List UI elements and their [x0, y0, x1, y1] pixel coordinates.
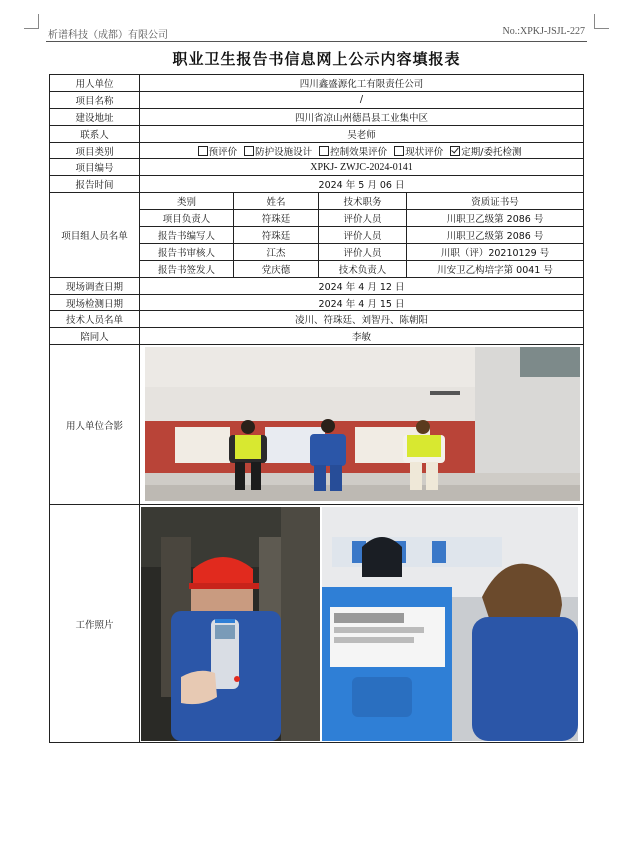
team-role: 报告书编写人	[140, 227, 234, 244]
work-photo-label: 工作照片	[50, 505, 140, 743]
team-header-certificate: 资质证书号	[407, 193, 584, 210]
employer-value: 四川鑫盛源化工有限责任公司	[140, 75, 584, 92]
project-number-value: XPKJ- ZWJC-2024-0141	[140, 159, 584, 176]
group-photo-cell	[140, 345, 584, 505]
row-group-photo	[50, 345, 584, 505]
team-header-title: 技术职务	[319, 193, 407, 210]
team-name: 江杰	[234, 243, 319, 260]
tech-staff-label: 技术人员名单	[50, 311, 140, 328]
team-title: 评价人员	[319, 227, 407, 244]
detect-date-value: 2024 年 4 月 15 日	[140, 294, 584, 311]
detect-date-label: 现场检测日期	[50, 294, 140, 311]
row-address	[50, 108, 584, 125]
row-survey-date	[50, 277, 584, 294]
work-photo-noise-meter	[141, 507, 320, 741]
category-option-periodic-detection: 定期/委托检测	[450, 147, 521, 158]
crop-mark-top-left	[24, 14, 39, 29]
disclosure-form-table	[49, 74, 584, 743]
project-name-value: /	[140, 91, 584, 108]
address-label: 建设地址	[50, 108, 140, 125]
page-title: 职业卫生报告书信息网上公示内容填报表	[172, 50, 461, 68]
team-title: 技术负责人	[319, 260, 407, 277]
survey-date-label: 现场调查日期	[50, 277, 140, 294]
escort-value: 李敏	[140, 328, 584, 345]
category-options	[140, 142, 584, 159]
row-escort	[50, 328, 584, 345]
row-report-date	[50, 176, 584, 193]
row-category	[50, 142, 584, 159]
row-detect-date	[50, 294, 584, 311]
header-divider	[46, 41, 587, 42]
team-name: 符珠廷	[234, 210, 319, 227]
team-title: 评价人员	[319, 243, 407, 260]
category-label: 项目类别	[50, 142, 140, 159]
work-photo-cell	[140, 505, 584, 743]
crop-mark-top-right	[594, 14, 609, 29]
row-employer	[50, 75, 584, 92]
team-header-row	[50, 193, 584, 210]
contact-label: 联系人	[50, 125, 140, 142]
checkbox-pre-eval	[198, 146, 208, 156]
category-option-control-effect: 控制效果评价	[319, 147, 387, 158]
address-value: 四川省凉山州德昌县工业集中区	[140, 108, 584, 125]
team-certificate: 川职（评）20210129 号	[407, 243, 584, 260]
group-photo-label: 用人单位合影	[50, 345, 140, 505]
team-role: 项目负责人	[140, 210, 234, 227]
survey-date-value: 2024 年 4 月 12 日	[140, 277, 584, 294]
category-option-protection-design: 防护设施设计	[244, 147, 312, 158]
row-contact	[50, 125, 584, 142]
team-certificate: 川职卫乙级第 2086 号	[407, 210, 584, 227]
row-project-name	[50, 91, 584, 108]
team-label: 项目组人员名单	[50, 193, 140, 277]
row-project-number	[50, 159, 584, 176]
row-tech-staff	[50, 311, 584, 328]
report-date-label: 报告时间	[50, 176, 140, 193]
report-date-value: 2024 年 5 月 06 日	[140, 176, 584, 193]
team-name: 党庆德	[234, 260, 319, 277]
category-option-status-eval: 现状评价	[394, 147, 443, 158]
contact-value: 吴老师	[140, 125, 584, 142]
header-doc-number: No.:XPKJ-JSJL-227	[502, 26, 585, 37]
team-name: 符珠廷	[234, 227, 319, 244]
category-option-pre-eval: 预评价	[198, 147, 238, 158]
checkbox-periodic-detection-checked	[450, 146, 460, 156]
team-header-category: 类别	[140, 193, 234, 210]
employer-label: 用人单位	[50, 75, 140, 92]
team-role: 报告书签发人	[140, 260, 234, 277]
checkbox-status-eval	[394, 146, 404, 156]
group-photo	[145, 347, 580, 501]
checkbox-control-effect	[319, 146, 329, 156]
team-certificate: 川安卫乙构培字第 0041 号	[407, 260, 584, 277]
tech-staff-value: 凌川、符珠廷、刘智丹、陈朝阳	[140, 311, 584, 328]
work-photo-lab-instrument	[322, 507, 578, 741]
project-name-label: 项目名称	[50, 91, 140, 108]
escort-label: 陪同人	[50, 328, 140, 345]
team-role: 报告书审核人	[140, 243, 234, 260]
checkbox-protection-design	[244, 146, 254, 156]
row-work-photos	[50, 505, 584, 743]
header-company: 析谱科技（成都）有限公司	[48, 30, 168, 41]
team-title: 评价人员	[319, 210, 407, 227]
project-number-label: 项目编号	[50, 159, 140, 176]
team-certificate: 川职卫乙级第 2086 号	[407, 227, 584, 244]
team-header-name: 姓名	[234, 193, 319, 210]
